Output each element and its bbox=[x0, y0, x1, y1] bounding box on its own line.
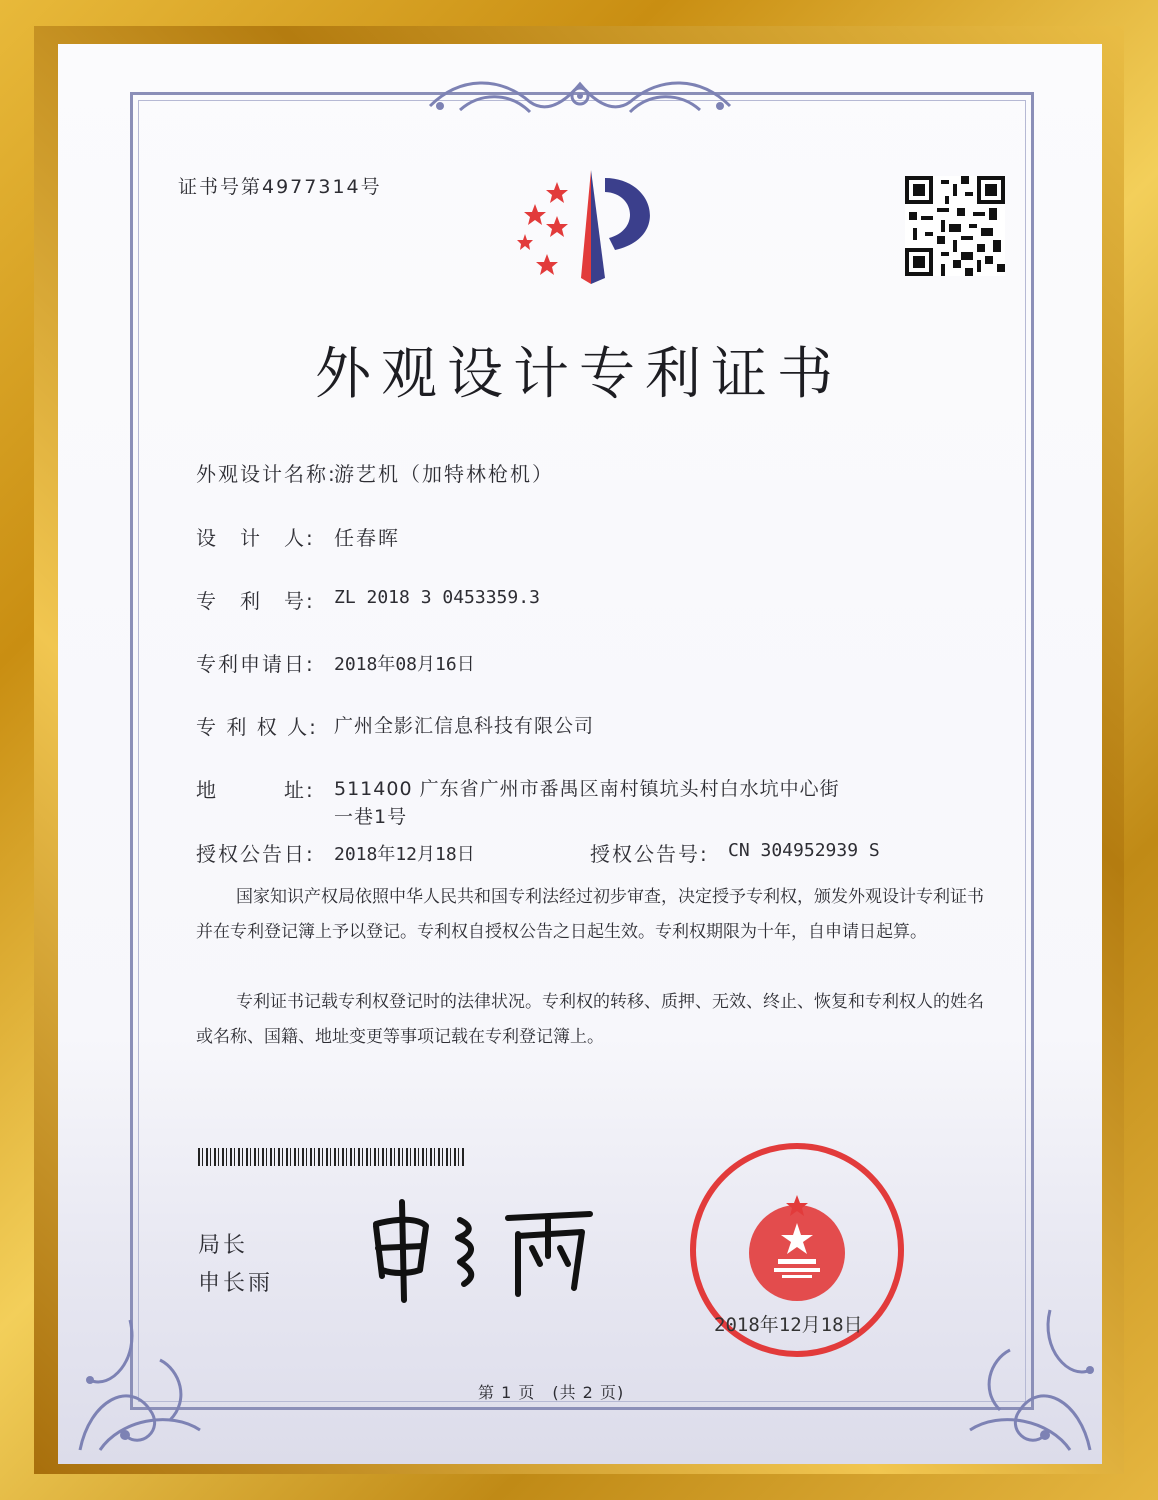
grant-number-value: CN 304952939 S bbox=[728, 840, 880, 861]
application-date-value: 2018年08月16日 bbox=[334, 654, 475, 675]
top-ornament-icon bbox=[420, 66, 740, 122]
director-name: 申长雨 bbox=[198, 1271, 274, 1296]
barcode bbox=[198, 1148, 464, 1166]
paragraph-grant-statement: 国家知识产权局依照中华人民共和国专利法经过初步审查，决定授予专利权，颁发外观设计专利证书并在专利登记簿上予以登记。专利权自授权公告之日起生效。专利权期限为十年，自申请日起算。 bbox=[196, 887, 984, 942]
address-label: 地 址: bbox=[196, 778, 315, 802]
certificate-number: 证书号第4977314号 bbox=[178, 176, 382, 198]
bottom-left-ornament-icon bbox=[70, 1300, 270, 1460]
patent-number-label: 专 利 号: bbox=[196, 589, 315, 613]
patentee-label: 专 利 权 人: bbox=[196, 715, 318, 739]
address-value-line1: 511400 广东省广州市番禺区南村镇坑头村白水坑中心街 bbox=[334, 778, 840, 800]
grant-number-label: 授权公告号: bbox=[590, 842, 709, 866]
certificate-title: 外观设计专利证书 bbox=[315, 342, 843, 407]
director-title: 局长 bbox=[198, 1233, 249, 1258]
designer-label: 设 计 人: bbox=[196, 526, 315, 550]
patentee-value: 广州全影汇信息科技有限公司 bbox=[334, 715, 595, 737]
paragraph-legal-status: 专利证书记载专利权登记时的法律状况。专利权的转移、质押、无效、终止、恢复和专利权人的姓名或名称、国籍、地址变更等事项记载在专利登记簿上。 bbox=[196, 992, 984, 1047]
seal-date: 2018年12月18日 bbox=[714, 1314, 863, 1336]
patent-number-value: ZL 2018 3 0453359.3 bbox=[334, 587, 540, 608]
director-signature bbox=[368, 1196, 598, 1306]
design-name-label: 外观设计名称: bbox=[196, 462, 337, 486]
application-date-label: 专利申请日: bbox=[196, 652, 315, 676]
grant-date-label: 授权公告日: bbox=[196, 842, 315, 866]
bottom-right-ornament-icon bbox=[900, 1290, 1100, 1460]
grant-date-value: 2018年12月18日 bbox=[334, 844, 475, 865]
address-value-line2: 一巷1号 bbox=[334, 806, 408, 828]
design-name-value: 游艺机（加特林枪机） bbox=[334, 462, 554, 486]
page-indicator: 第 1 页 (共 2 页) bbox=[478, 1383, 625, 1402]
patent-office-logo-icon bbox=[505, 168, 665, 288]
qr-code-icon bbox=[905, 176, 1005, 276]
designer-value: 任春晖 bbox=[334, 526, 400, 550]
